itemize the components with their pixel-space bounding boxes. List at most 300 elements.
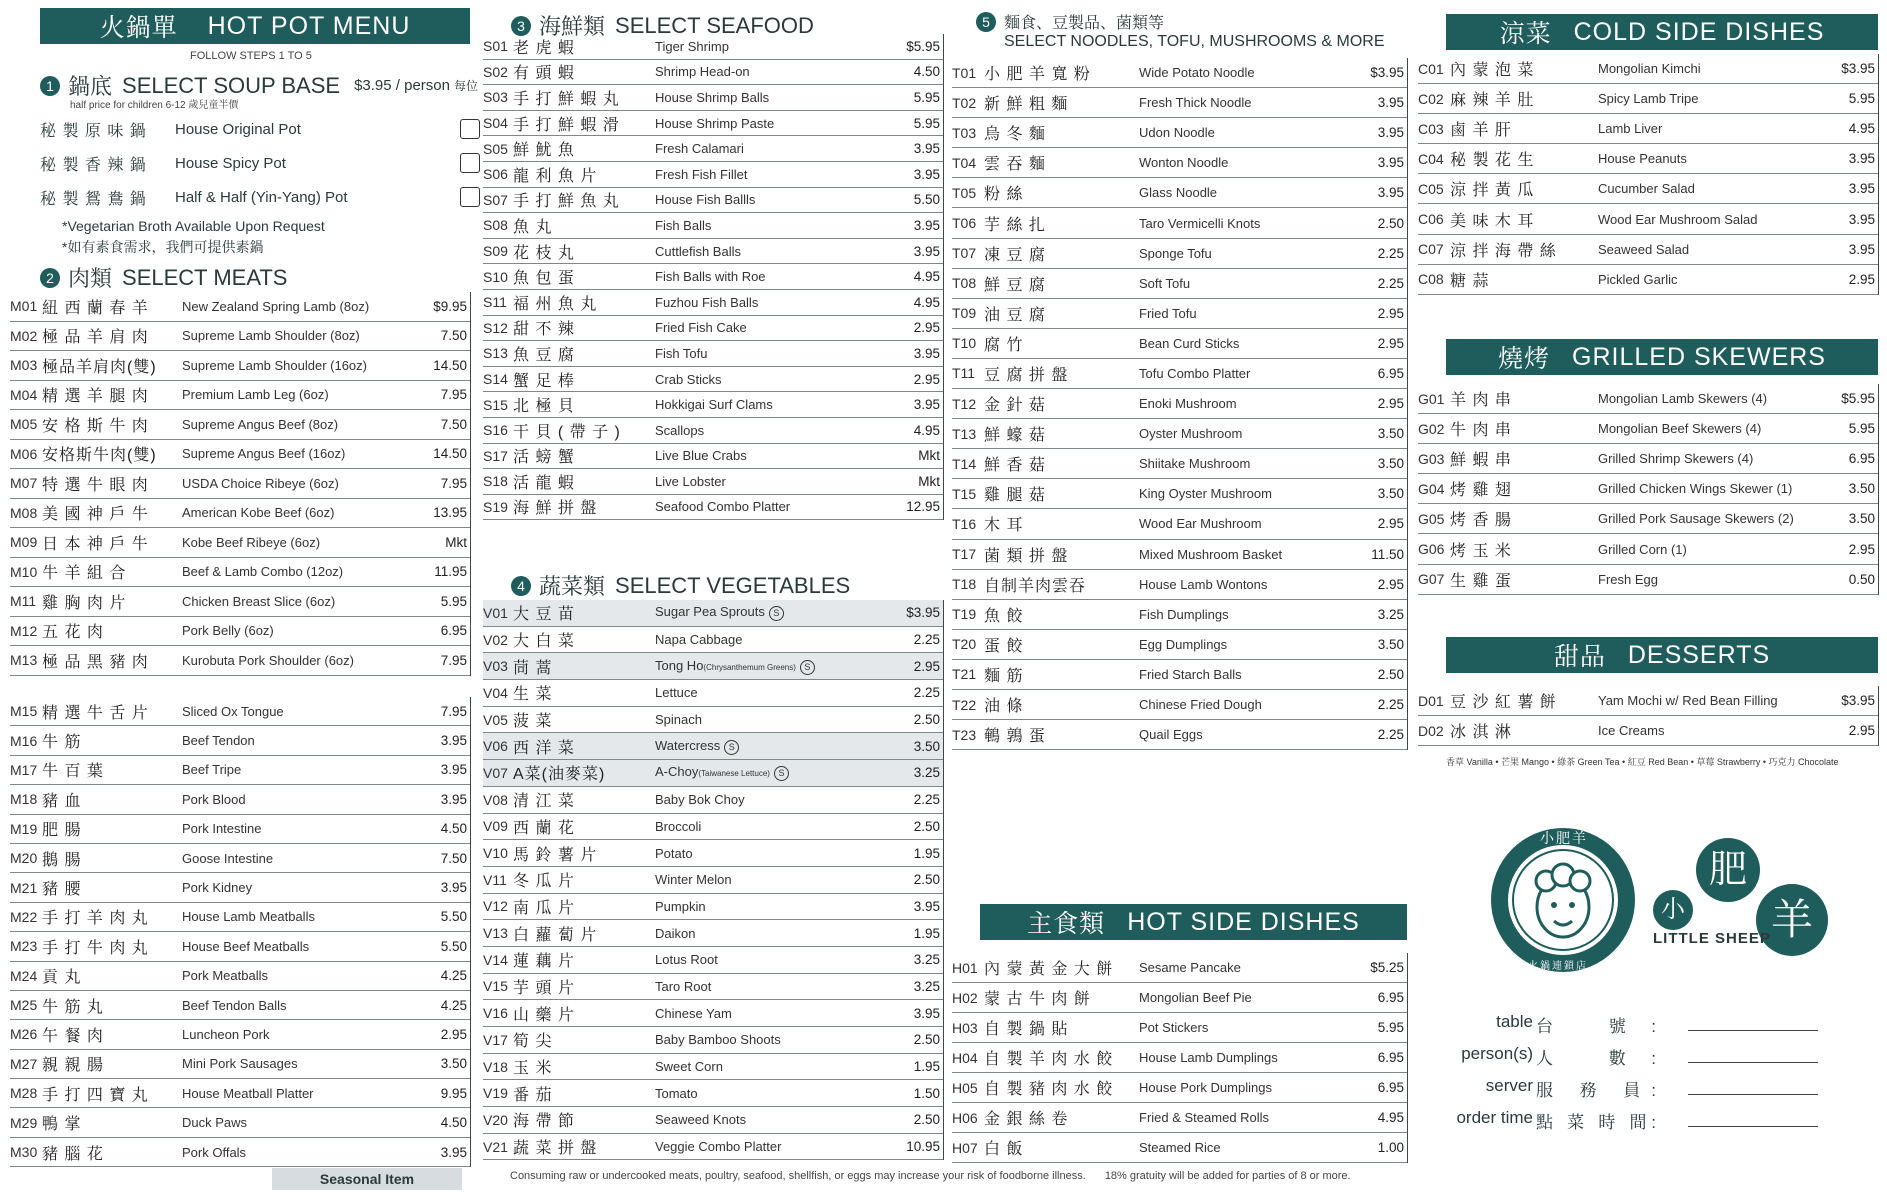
- menu-item-row[interactable]: [952, 509, 1407, 539]
- logo-char-sheep: 羊: [1756, 884, 1828, 956]
- menu-item-row[interactable]: [483, 34, 943, 60]
- menu-item-row[interactable]: [483, 733, 943, 760]
- item-code: V20: [483, 1111, 508, 1128]
- item-name-zh: 五 花 肉: [42, 624, 104, 642]
- menu-item-row[interactable]: [952, 479, 1407, 509]
- item-code: H01: [952, 959, 978, 976]
- menu-item-row[interactable]: [10, 528, 470, 558]
- menu-item-row[interactable]: [10, 1020, 470, 1049]
- item-price: 7.50: [440, 850, 467, 866]
- menu-item-row[interactable]: [10, 381, 470, 411]
- menu-item-row[interactable]: [952, 1013, 1407, 1043]
- item-name-en: Fresh Thick Noodle: [1139, 95, 1252, 111]
- menu-item-row[interactable]: [483, 600, 943, 627]
- meats-list-2: [10, 697, 471, 1167]
- menu-item-row[interactable]: [952, 690, 1407, 720]
- server-field[interactable]: [1688, 1094, 1818, 1095]
- little-sheep-logo: [1488, 820, 1868, 990]
- menu-item-row[interactable]: [10, 558, 470, 588]
- menu-item-row[interactable]: [1418, 534, 1878, 564]
- seafood-title-zh: 海鮮類: [539, 14, 606, 39]
- item-code: M21: [10, 879, 38, 896]
- item-name-en: Wonton Noodle: [1139, 155, 1229, 171]
- menu-item-row[interactable]: [10, 726, 470, 755]
- item-code: M19: [10, 820, 38, 837]
- item-price: $5.95: [1841, 391, 1875, 407]
- menu-item-row[interactable]: [952, 419, 1407, 449]
- item-price: $3.95: [1370, 65, 1404, 81]
- item-name-zh: 自 製 豬 肉 水 餃: [984, 1081, 1114, 1098]
- item-code: S18: [483, 473, 508, 490]
- item-code: V09: [483, 818, 508, 835]
- item-price: 4.50: [440, 1115, 467, 1131]
- item-name-en: Oyster Mushroom: [1139, 426, 1243, 442]
- menu-item-row[interactable]: [10, 410, 470, 440]
- item-price: 2.25: [1377, 245, 1404, 261]
- order-time-field[interactable]: [1688, 1126, 1818, 1127]
- item-price: 5.95: [913, 115, 940, 131]
- item-price: 7.50: [440, 416, 467, 432]
- item-name-zh: 腐 竹: [984, 336, 1024, 354]
- column-sides-desserts: [1418, 0, 1878, 1201]
- item-code: M13: [10, 652, 38, 669]
- cold-list: [1418, 54, 1879, 295]
- menu-item-row[interactable]: [952, 1043, 1407, 1073]
- menu-item-row[interactable]: [10, 962, 470, 991]
- menu-title-banner: [40, 8, 470, 44]
- menu-item-row[interactable]: [483, 85, 943, 111]
- menu-item-row[interactable]: [952, 269, 1407, 299]
- menu-item-row[interactable]: [1418, 444, 1878, 474]
- menu-item-row[interactable]: [483, 627, 943, 654]
- item-name-zh: 油 條: [984, 698, 1024, 716]
- seasonal-icon: S: [724, 740, 739, 755]
- menu-item-row[interactable]: [1418, 414, 1878, 444]
- item-price: 3.95: [913, 141, 940, 157]
- menu-item-row[interactable]: [952, 449, 1407, 479]
- item-code: M22: [10, 908, 38, 925]
- menu-item-row[interactable]: [483, 760, 943, 787]
- menu-item-row[interactable]: [483, 1027, 943, 1054]
- item-name-en: Beef Tendon: [182, 733, 255, 749]
- menu-item-row[interactable]: [10, 469, 470, 499]
- menu-item-row[interactable]: [483, 707, 943, 734]
- item-name-en: Chinese Yam: [655, 1005, 732, 1021]
- item-price: 3.50: [913, 738, 940, 754]
- soup-checkbox[interactable]: [460, 153, 480, 173]
- menu-item-row[interactable]: [483, 188, 943, 214]
- item-code: M23: [10, 938, 38, 955]
- menu-item-row[interactable]: [483, 239, 943, 265]
- item-name-en: Fish Dumplings: [1139, 606, 1229, 622]
- menu-item-row[interactable]: [483, 444, 943, 470]
- menu-item-row[interactable]: [483, 290, 943, 316]
- item-name-zh: 極 品 羊 肩 肉: [42, 329, 149, 347]
- item-name-zh: 冬 瓜 片: [513, 873, 575, 891]
- item-name-en: Pork Belly (6oz): [182, 623, 274, 639]
- menu-item-row[interactable]: [1418, 565, 1878, 595]
- menu-item-row[interactable]: [952, 148, 1407, 178]
- item-price: 3.95: [1377, 185, 1404, 201]
- hotside-list: [952, 953, 1408, 1163]
- menu-item-row[interactable]: [952, 58, 1407, 88]
- item-name-zh: 鮮 魷 魚: [513, 142, 575, 160]
- item-code: M25: [10, 997, 38, 1014]
- item-price: 2.25: [1377, 275, 1404, 291]
- item-code: S07: [483, 191, 508, 208]
- item-price: 4.95: [913, 269, 940, 285]
- soup-checkbox[interactable]: [460, 187, 480, 207]
- hotside-title-zh: 主食類: [1027, 910, 1106, 938]
- item-code: S04: [483, 115, 508, 132]
- item-name-zh: 涼 拌 黃 瓜: [1450, 182, 1535, 200]
- menu-item-row[interactable]: [10, 440, 470, 470]
- item-name-en: Mini Pork Sausages: [182, 1056, 298, 1072]
- menu-item-row[interactable]: [952, 720, 1407, 750]
- menu-item-row[interactable]: [952, 1073, 1407, 1103]
- item-name-en: Spicy Lamb Tripe: [1598, 91, 1699, 107]
- item-price: 2.95: [1377, 516, 1404, 532]
- menu-item-row[interactable]: [952, 299, 1407, 329]
- item-name-en: Fresh Fish Fillet: [655, 166, 748, 182]
- item-name-zh: 蔬 菜 拼 盤: [513, 1140, 598, 1158]
- menu-item-row[interactable]: [483, 392, 943, 418]
- item-name-zh: 麻 辣 羊 肚: [1450, 92, 1535, 110]
- menu-item-row[interactable]: [1418, 686, 1878, 716]
- item-name-en: Fried Tofu: [1139, 305, 1197, 321]
- item-code: V11: [483, 871, 507, 888]
- soup-option[interactable]: 秘 製 香 辣 鍋 House Spicy Pot: [40, 146, 480, 180]
- item-code: C08: [1418, 271, 1444, 288]
- item-price: 3.95: [913, 217, 940, 233]
- menu-item-row[interactable]: [952, 1103, 1407, 1133]
- item-name-en: Ice Creams: [1598, 723, 1665, 739]
- item-name-en: Napa Cabbage: [655, 632, 743, 648]
- menu-item-row[interactable]: [10, 499, 470, 529]
- item-price: 2.95: [1848, 723, 1875, 739]
- item-name-zh: 新 鮮 粗 麵: [984, 96, 1069, 114]
- item-price: 3.50: [1377, 456, 1404, 472]
- menu-item-row[interactable]: [483, 1054, 943, 1081]
- menu-item-row[interactable]: [483, 264, 943, 290]
- item-code: S11: [483, 294, 507, 311]
- menu-item-row[interactable]: [952, 88, 1407, 118]
- menu-item-row[interactable]: [483, 814, 943, 841]
- item-code: C02: [1418, 90, 1444, 107]
- item-name-en: Pork Kidney: [182, 880, 253, 896]
- soup-option[interactable]: 秘 製 原 味 鍋 House Original Pot: [40, 112, 480, 146]
- table-field[interactable]: [1688, 1030, 1818, 1031]
- item-name-zh: 牛 肉 串: [1450, 422, 1512, 440]
- menu-item-row[interactable]: [10, 646, 470, 676]
- item-name-zh: 金 針 菇: [984, 397, 1046, 415]
- soup-children-note: half price for children 6-12 歲兒童半價: [70, 100, 239, 111]
- item-name-en: Mixed Mushroom Basket: [1139, 546, 1283, 562]
- item-name-en: Pickled Garlic: [1598, 271, 1678, 287]
- item-name-zh: 豆 腐 拼 盤: [984, 366, 1069, 384]
- menu-item-row[interactable]: [10, 991, 470, 1020]
- item-name-en: Sugar Pea Sprouts S: [655, 604, 896, 621]
- menu-item-row[interactable]: [952, 600, 1407, 630]
- item-name-en: Lettuce: [655, 685, 698, 701]
- item-name-zh: 羊 肉 串: [1450, 392, 1512, 410]
- menu-item-row[interactable]: [483, 162, 943, 188]
- menu-item-row[interactable]: [1418, 144, 1878, 174]
- item-name-zh: 油 豆 腐: [984, 306, 1046, 324]
- item-code: C01: [1418, 60, 1444, 77]
- item-name-en: Fish Balls with Roe: [655, 269, 766, 285]
- item-price: 1.95: [913, 925, 940, 941]
- item-code: C06: [1418, 211, 1444, 228]
- soup-option[interactable]: 秘 製 鴛 鴦 鍋 Half & Half (Yin-Yang) Pot: [40, 180, 480, 214]
- menu-item-row[interactable]: [1418, 54, 1878, 84]
- item-code: T06: [952, 215, 977, 232]
- menu-item-row[interactable]: [1418, 84, 1878, 114]
- menu-item-row[interactable]: [483, 418, 943, 444]
- item-code: S03: [483, 89, 508, 106]
- item-name-en: Soft Tofu: [1139, 275, 1191, 291]
- menu-item-row[interactable]: [952, 178, 1407, 208]
- item-price: 3.50: [1848, 481, 1875, 497]
- menu-item-row[interactable]: [10, 1138, 470, 1167]
- item-name-zh: 自制羊肉雲吞: [984, 577, 1087, 595]
- item-price: 10.95: [906, 1139, 940, 1155]
- item-name-zh: 凍 豆 腐: [984, 246, 1046, 264]
- menu-item-row[interactable]: [1418, 204, 1878, 234]
- item-code: S13: [483, 345, 508, 362]
- menu-item-row[interactable]: [10, 697, 470, 726]
- seasonal-icon: S: [774, 766, 789, 781]
- item-code: T18: [952, 576, 977, 593]
- menu-item-row[interactable]: [952, 359, 1407, 389]
- item-name-zh: 西 蘭 花: [513, 819, 575, 837]
- menu-item-row[interactable]: [952, 540, 1407, 570]
- item-price: 2.25: [1377, 697, 1404, 713]
- item-price: 7.95: [440, 387, 467, 403]
- cold-title-en: COLD SIDE DISHES: [1573, 17, 1825, 46]
- item-code: H03: [952, 1019, 978, 1036]
- menu-item-row[interactable]: [952, 953, 1407, 983]
- menu-item-row[interactable]: [10, 785, 470, 814]
- item-price: 2.25: [913, 792, 940, 808]
- menu-item-row[interactable]: [483, 111, 943, 137]
- menu-item-row[interactable]: [483, 840, 943, 867]
- item-price: $5.95: [906, 38, 940, 54]
- item-code: H05: [952, 1079, 978, 1096]
- menu-item-row[interactable]: [10, 1050, 470, 1079]
- item-name-en: House Fish Ballls: [655, 192, 756, 208]
- item-name-en: Steamed Rice: [1139, 1140, 1221, 1155]
- item-code: G02: [1418, 420, 1445, 437]
- item-code: V16: [483, 1005, 508, 1022]
- item-price: 6.95: [1377, 1080, 1404, 1095]
- item-price: 5.50: [440, 938, 467, 954]
- menu-item-row[interactable]: [10, 1108, 470, 1137]
- item-name-en: Mongolian Beef Pie: [1139, 990, 1252, 1005]
- item-name-en: Fried & Steamed Rolls: [1139, 1110, 1270, 1125]
- menu-item-row[interactable]: [1418, 474, 1878, 504]
- menu-item-row[interactable]: [483, 920, 943, 947]
- item-price: 2.25: [913, 632, 940, 648]
- menu-item-row[interactable]: [10, 844, 470, 873]
- menu-item-row[interactable]: [483, 213, 943, 239]
- item-price: 1.50: [913, 1085, 940, 1101]
- menu-item-row[interactable]: [10, 873, 470, 902]
- desserts-list: [1418, 686, 1879, 746]
- item-code: T22: [952, 696, 977, 713]
- item-name-zh: 內 蒙 泡 菜: [1450, 62, 1535, 80]
- item-name-zh: 雲 吞 麵: [984, 156, 1046, 174]
- item-name-zh: 山 藥 片: [513, 1006, 575, 1024]
- menu-item-row[interactable]: [483, 1000, 943, 1027]
- column-noodles-hotside: [952, 0, 1407, 1201]
- item-name-zh: 精 選 牛 舌 片: [42, 704, 149, 722]
- item-name-en: Fresh Calamari: [655, 141, 744, 157]
- item-name-zh: 日 本 神 戶 牛: [42, 535, 149, 553]
- menu-item-row[interactable]: [10, 903, 470, 932]
- menu-item-row[interactable]: [10, 617, 470, 647]
- menu-item-row[interactable]: [10, 815, 470, 844]
- item-code: M02: [10, 327, 38, 344]
- item-name-zh: 牛 羊 組 合: [42, 565, 127, 583]
- seafood-title-en: SELECT SEAFOOD: [615, 12, 814, 38]
- item-price: 2.95: [1377, 335, 1404, 351]
- menu-item-row[interactable]: [483, 894, 943, 921]
- menu-item-row[interactable]: [952, 630, 1407, 660]
- menu-item-row[interactable]: [1418, 384, 1878, 414]
- item-name-zh: 南 瓜 片: [513, 899, 575, 917]
- menu-item-row[interactable]: [483, 787, 943, 814]
- step-2-badge: 2: [40, 268, 60, 288]
- soup-checkbox[interactable]: [460, 119, 480, 139]
- menu-item-row[interactable]: [483, 136, 943, 162]
- item-name-en: Shiitake Mushroom: [1139, 456, 1251, 472]
- item-name-zh: 精 選 羊 腿 肉: [42, 388, 149, 406]
- item-code: T09: [952, 305, 977, 322]
- item-code: G01: [1418, 390, 1445, 407]
- menu-item-row[interactable]: [483, 316, 943, 342]
- menu-item-row[interactable]: [10, 1079, 470, 1108]
- menu-item-row[interactable]: [952, 660, 1407, 690]
- menu-item-row[interactable]: [1418, 265, 1878, 295]
- item-code: V13: [483, 925, 508, 942]
- item-code: M27: [10, 1055, 38, 1072]
- menu-item-row[interactable]: [483, 495, 943, 521]
- menu-item-row[interactable]: [483, 947, 943, 974]
- item-price: 7.50: [440, 328, 467, 344]
- vegetables-section-title: [511, 570, 850, 601]
- menu-item-row[interactable]: [952, 208, 1407, 238]
- menu-item-row[interactable]: [483, 469, 943, 495]
- menu-item-row[interactable]: [483, 680, 943, 707]
- item-name-en: Pumpkin: [655, 898, 706, 914]
- item-code: T14: [952, 455, 977, 472]
- menu-item-row[interactable]: [952, 983, 1407, 1013]
- item-price: $9.95: [433, 298, 467, 314]
- seal-top-text: 小肥羊: [1540, 830, 1588, 846]
- menu-item-row[interactable]: [1418, 504, 1878, 534]
- menu-item-row[interactable]: [483, 1107, 943, 1134]
- item-name-en: Wood Ear Mushroom: [1139, 516, 1262, 532]
- form-row-order-time: order time 點 菜 時 間:: [1418, 1104, 1878, 1130]
- item-name-zh: 涼 拌 海 帶 絲: [1450, 242, 1557, 260]
- item-code: M09: [10, 534, 38, 551]
- item-price: 3.95: [440, 1144, 467, 1160]
- item-price: 2.95: [1848, 271, 1875, 287]
- menu-item-row[interactable]: [483, 1134, 943, 1161]
- item-name-en: House Peanuts: [1598, 151, 1687, 167]
- menu-item-row[interactable]: [483, 974, 943, 1001]
- item-name-zh: 芋 頭 片: [513, 979, 575, 997]
- menu-item-row[interactable]: [483, 653, 943, 680]
- item-price: 3.95: [1848, 211, 1875, 227]
- item-name-en: Glass Noodle: [1139, 185, 1218, 201]
- menu-item-row[interactable]: [10, 756, 470, 785]
- item-code: T12: [952, 395, 977, 412]
- item-name-zh: 有 頭 蝦: [513, 65, 575, 83]
- menu-item-row[interactable]: [952, 389, 1407, 419]
- menu-item-row[interactable]: [10, 932, 470, 961]
- item-name-zh: 麵 筋: [984, 667, 1024, 685]
- menu-item-row[interactable]: [1418, 716, 1878, 746]
- menu-item-row[interactable]: [10, 322, 470, 352]
- item-price: 1.95: [913, 845, 940, 861]
- item-code: V15: [483, 978, 508, 995]
- menu-item-row[interactable]: [10, 292, 470, 322]
- item-name-en: Grilled Shrimp Skewers (4): [1598, 451, 1754, 467]
- menu-item-row[interactable]: [952, 1133, 1407, 1163]
- item-code: D02: [1418, 722, 1444, 739]
- menu-item-row[interactable]: [483, 60, 943, 86]
- menu-item-row[interactable]: [1418, 114, 1878, 144]
- item-name-en: Supreme Angus Beef (16oz): [182, 446, 346, 462]
- item-name-zh: 龍 利 魚 片: [513, 167, 598, 185]
- item-name-en: Daikon: [655, 925, 696, 941]
- item-code: M03: [10, 357, 38, 374]
- menu-item-row[interactable]: [952, 570, 1407, 600]
- menu-item-row[interactable]: [10, 351, 470, 381]
- item-price: 1.00: [1377, 1140, 1404, 1155]
- item-name-zh: 美 國 神 戶 牛: [42, 506, 149, 524]
- menu-item-row[interactable]: [483, 1080, 943, 1107]
- item-name-en: Cucumber Salad: [1598, 181, 1695, 197]
- menu-item-row[interactable]: [952, 239, 1407, 269]
- item-price: 3.95: [1377, 95, 1404, 111]
- item-code: T10: [952, 335, 977, 352]
- seasonal-icon: S: [800, 660, 815, 675]
- item-price: 2.50: [913, 818, 940, 834]
- menu-item-row[interactable]: [483, 867, 943, 894]
- item-price: 3.95: [913, 1005, 940, 1021]
- persons-field[interactable]: [1688, 1062, 1818, 1063]
- menu-item-row[interactable]: [1418, 174, 1878, 204]
- menu-item-row[interactable]: [483, 341, 943, 367]
- menu-item-row[interactable]: [952, 329, 1407, 359]
- item-name-en: Fresh Egg: [1598, 571, 1658, 587]
- item-name-en: Fuzhou Fish Balls: [655, 294, 759, 310]
- menu-item-row[interactable]: [483, 367, 943, 393]
- menu-item-row[interactable]: [1418, 235, 1878, 265]
- item-name-zh: 手 打 牛 肉 丸: [42, 939, 149, 957]
- grilled-title-zh: 燒烤: [1498, 345, 1551, 373]
- item-price: 1.95: [913, 1059, 940, 1075]
- menu-item-row[interactable]: [10, 587, 470, 617]
- menu-item-row[interactable]: [952, 118, 1407, 148]
- item-name-zh: 茼 蒿: [513, 659, 553, 677]
- item-price: 2.95: [1848, 541, 1875, 557]
- item-name-zh: 鵪 鶉 蛋: [984, 728, 1046, 746]
- item-price: $5.25: [1370, 960, 1404, 975]
